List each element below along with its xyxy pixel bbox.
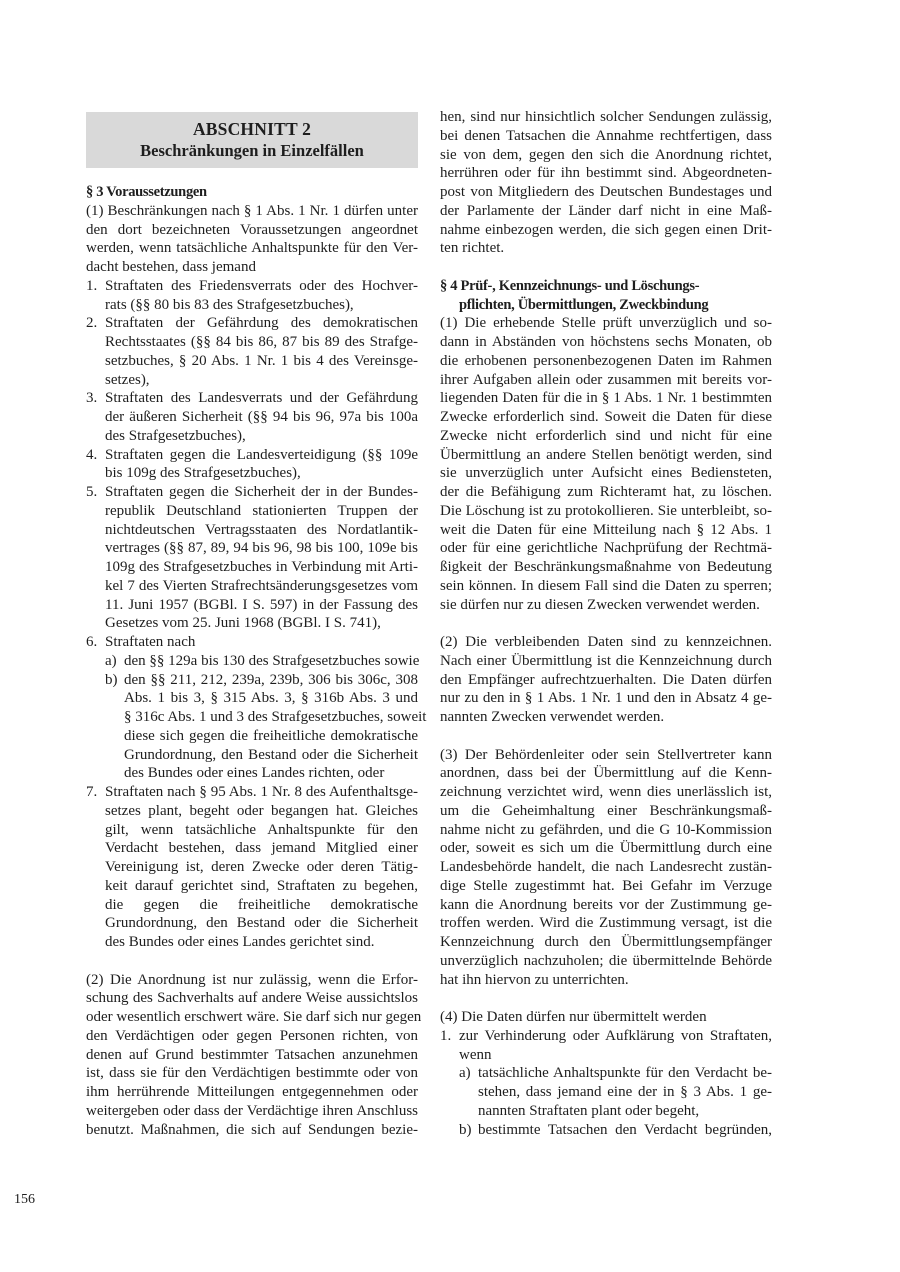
text-line: der die Befähigung zum Richteramt hat, zu löschen.: [440, 484, 772, 500]
text-line: setzes plant, begeht oder begangen hat. Gleiches: [105, 802, 418, 819]
text-line: anordnen, dass bei der Übermittlung auf die Kenn-: [440, 765, 772, 782]
text-line: rats (§§ 80 bis 83 des Strafgesetzbuches),: [105, 296, 354, 313]
text-line: (4) Die Daten dürfen nur übermittelt werden: [440, 1009, 707, 1025]
text-line: (2) Die verbleibenden Daten sind zu kennzeichnen.: [440, 634, 772, 650]
text-line: ten richtet.: [440, 240, 505, 257]
text-line: sie dürfen nur zu diesen Zwecken verwendet werden.: [440, 596, 760, 613]
text-line: oder, soweit es sich um die Übermittlung durch eine: [440, 840, 772, 857]
text-line: Kennzeichnung durch den Übermittlungsempfänger: [440, 934, 772, 950]
text-line: sie unverzüglich unter Aufsicht eines Bediensteten,: [440, 465, 772, 482]
section-number: ABSCHNITT 2: [192, 119, 312, 139]
text-line: den dort bezeichneten Voraussetzungen angeordnet: [86, 221, 418, 238]
text-line: dacht bestehen, dass jemand: [86, 259, 256, 275]
text-line: die erhobenen personenbezogenen Daten im Rahmen: [440, 352, 772, 369]
text-line: nahme einbezogen werden, die sich gegen einen Drit-: [440, 221, 772, 238]
text-line: werden, wenn tatsächliche Anhaltspunkte für den Ver-: [86, 240, 418, 257]
list-item: [86, 483, 418, 633]
paragraph: [440, 1008, 772, 1027]
list-label: b): [459, 1121, 472, 1138]
text-line: ihrer Aufgaben allein oder zusammen mit bereits vor-: [440, 371, 772, 388]
section-heading: [86, 112, 418, 168]
right-column: [440, 108, 772, 1139]
text-line: 109g des Strafgesetzbuches in Verbindung mit Arti-: [105, 559, 418, 575]
text-line: sie von dem, gegen den sich die Anordnung richtet,: [440, 146, 772, 163]
text-line: nichtdeutschen Vertragsstaaten des Nordatlantik-: [105, 521, 418, 538]
text-line: Straftaten gegen die Sicherheit der in der Bundes-: [105, 484, 418, 500]
list-label: a): [105, 652, 117, 669]
text-line: bei denen Tatsachen die Annahme rechtfertigen, dass: [440, 127, 772, 144]
list-item: [86, 277, 418, 315]
text-line: Landesbehörde handelt, die nach Landesrecht zustän-: [440, 859, 772, 875]
list-label: 3.: [86, 390, 98, 407]
text-line: Straftaten nach § 95 Abs. 1 Nr. 8 des Aufenthaltsge-: [105, 784, 418, 800]
text-line: oder wesentlich erschwert wäre. Sie darf sich nur gegen: [86, 1009, 422, 1025]
paragraph: [440, 633, 772, 727]
text-line: pflichten, Übermittlungen, Zweckbindung: [459, 296, 709, 313]
text-line: Straftaten nach: [105, 634, 196, 650]
text-line: Grundordnung, den Bestand oder die Sicherheit: [124, 746, 418, 763]
section-title: Beschränkungen in Einzelfällen: [140, 141, 364, 160]
text-line: sein können. In diesem Fall sind die Daten zu sperren;: [440, 577, 772, 594]
paragraph: [440, 746, 772, 990]
list-label: 4.: [86, 446, 98, 463]
text-line: Nach einer Übermittlung ist die Kennzeichnung durch: [440, 652, 772, 669]
list-item: [86, 314, 418, 389]
text-line: schung des Sachverhalts auf andere Weise aussichtslos: [86, 990, 418, 1007]
left-column: [86, 183, 427, 1139]
text-line: bestimmte Tatsachen den Verdacht begründen,: [478, 1121, 772, 1138]
text-line: ist, dass sie für den Verdächtigen bestimmte oder von: [86, 1065, 418, 1082]
text-line: hen, sind nur hinsichtlich solcher Sendungen zulässig,: [440, 109, 772, 125]
text-line: Verdacht bestehen, dass jemand Mitglied einer: [105, 840, 418, 857]
text-line: Gesetzes vom 25. Juni 1968 (BGBl. I S. 741),: [105, 615, 381, 632]
text-line: Straftaten des Landesverrats und der Gefährdung: [105, 390, 418, 407]
paragraph: [440, 314, 772, 614]
text-line: liegenden Daten für die in § 1 Abs. 1 Nr. 1 bestimmten: [440, 390, 772, 407]
text-line: diese sich gegen die freiheitliche demokratische: [124, 727, 418, 744]
paragraph: [86, 202, 418, 277]
text-line: den §§ 129a bis 130 des Strafgesetzbuches sowie: [124, 652, 420, 669]
text-line: 11. Juni 1957 (BGBl. I S. 597) in der Fassung des: [105, 596, 418, 613]
text-line: keit darauf gerichtet sind, Straftaten zu begehen,: [105, 877, 418, 894]
list-item: [86, 652, 418, 671]
text-line: nannten Zwecken verwendet werden.: [440, 709, 665, 725]
text-line: dann in Abständen von höchstens sechs Monaten, ob: [440, 334, 772, 350]
text-line: Straftaten gegen die Landesverteidigung (§§ 109e: [105, 446, 418, 463]
text-line: Straftaten des Friedensverrats oder des Hochver-: [105, 277, 418, 294]
text-line: (1) Beschränkungen nach § 1 Abs. 1 Nr. 1 dürfen unter: [86, 202, 418, 219]
text-line: Vereinigung ist, deren Zwecke oder deren Tätig-: [105, 859, 418, 875]
text-line: vertrages (§§ 87, 89, 94 bis 96, 98 bis 100, 109e bis: [105, 540, 418, 557]
text-line: Zwecke erforderlich sind. Soweit die Daten für diese: [440, 409, 772, 425]
text-line: der Parlamente der Länder darf nicht in eine Maß-: [440, 202, 772, 219]
text-line: post von Mitgliedern des Deutschen Bundestages und: [440, 184, 772, 200]
text-line: dige Stelle zugestimmt hat. Bei Gefahr im Verzuge: [440, 877, 772, 894]
text-line: nahme nicht zu gefährden, und die G 10-Kommission: [440, 821, 772, 838]
text-line: den §§ 211, 212, 239a, 239b, 306 bis 306c, 308: [124, 671, 418, 688]
text-line: benutzt. Maßnahmen, die sich auf Sendungen bezie-: [86, 1121, 418, 1138]
text-line: § 4 Prüf-, Kennzeichnungs- und Löschungs-: [440, 277, 700, 294]
section-title: [440, 277, 772, 315]
text-line: Rechtsstaates (§§ 84 bis 86, 87 bis 89 des Strafge-: [105, 334, 418, 350]
list-item: [86, 783, 418, 952]
text-line: kann die Anordnung bereits vor der Zustimmung ge-: [440, 896, 772, 913]
text-line: § 316c Abs. 1 und 3 des Strafgesetzbuches, soweit: [124, 709, 427, 725]
text-line: nannten Straftaten plant oder begeht,: [478, 1102, 700, 1119]
text-line: ihm herrührende Mitteilungen entgegennehmen oder: [86, 1084, 418, 1100]
text-line: (2) Die Anordnung ist nur zulässig, wenn die Erfor-: [86, 971, 418, 988]
page-number: 156: [14, 1192, 35, 1207]
text-line: wenn: [459, 1046, 492, 1063]
section-title: [86, 183, 418, 202]
text-line: Straftaten der Gefährdung des demokratischen: [105, 315, 418, 332]
text-line: um die Geheimhaltung einer Beschränkungsmaß-: [440, 802, 772, 819]
text-line: tatsächliche Anhaltspunkte für den Verdacht be-: [478, 1065, 772, 1082]
list-label: b): [105, 671, 118, 688]
text-line: gilt, wenn tatsächliche Anhaltspunkte für den: [105, 821, 418, 838]
text-line: ßigkeit der Beschränkungsmaßnahme von Bedeutung: [440, 559, 772, 575]
text-line: zur Verhinderung oder Aufklärung von Straftaten,: [459, 1027, 772, 1044]
text-line: den Verdächtigen oder gegen Personen richten, von: [86, 1027, 418, 1044]
text-line: setzbuches, § 20 Abs. 1 Nr. 1 bis 4 des Vereinsge-: [105, 352, 418, 369]
text-line: Übermittlung an andere Stellen benötigt werden, sind: [440, 446, 772, 463]
text-line: kel 7 des Vierten Strafrechtsänderungsgesetzes vom: [105, 577, 418, 594]
list-label: 7.: [86, 784, 98, 800]
text-line: des Strafgesetzbuches),: [105, 427, 246, 444]
text-line: die gegen die freiheitliche demokratische: [105, 896, 418, 913]
text-line: bis 109g des Strafgesetzbuches),: [105, 465, 301, 482]
list-item: [86, 389, 418, 445]
list-item: [440, 1121, 772, 1140]
list-label: 1.: [86, 277, 98, 294]
list-item: [440, 1027, 772, 1065]
text-line: oder für eine gerichtliche Nachprüfung der Rechtmä-: [440, 540, 772, 557]
text-line: zeichnung verzichtet wird, wenn dies unerlässlich ist,: [440, 784, 772, 800]
text-line: Zwecke nicht erforderlich sind und nicht für eine: [440, 427, 772, 444]
text-line: hat ihn hiervon zu unterrichten.: [440, 971, 629, 988]
text-line: der äußeren Sicherheit (§§ 94 bis 96, 97a bis 100a: [105, 409, 418, 425]
list-label: 6.: [86, 634, 98, 650]
text-line: republik Deutschland stationierten Truppen der: [105, 502, 418, 519]
paragraph: [86, 971, 422, 1140]
text-line: weit die Daten für eine Mitteilung nach § 12 Abs. 1: [440, 521, 772, 538]
text-line: unverzüglich nachzuholen; die übermittelnde Behörde: [440, 952, 772, 969]
text-line: troffen werden. Wird die Zustimmung versagt, ist die: [440, 915, 772, 932]
text-line: § 3 Voraussetzungen: [86, 184, 207, 200]
text-line: Abs. 1 bis 3, § 315 Abs. 3, § 316b Abs. 3 und: [124, 690, 418, 707]
list-label: 5.: [86, 484, 98, 500]
list-label: 2.: [86, 315, 98, 332]
list-label: a): [459, 1065, 471, 1082]
text-line: den Empfänger aufrechtzuerhalten. Die Daten dürfen: [440, 671, 772, 688]
text-line: des Bundes oder eines Landes richten, oder: [124, 765, 385, 782]
text-line: des Bundes oder eines Landes gerichtet sind.: [105, 934, 375, 950]
list-item: [440, 1064, 772, 1120]
text-line: nur zu den in § 1 Abs. 1 Nr. 1 und den in Absatz 4 ge-: [440, 690, 772, 707]
list-item: [86, 633, 418, 652]
list-item: [86, 671, 427, 784]
text-line: stehen, dass jemand eine der in § 3 Abs. 1 ge-: [478, 1084, 772, 1100]
text-line: (3) Der Behördenleiter oder sein Stellvertreter kann: [440, 746, 772, 763]
text-line: setzes),: [105, 371, 150, 388]
text-line: denen auf Grund bestimmter Tatsachen anzunehmen: [86, 1046, 418, 1063]
text-line: Die Löschung ist zu protokollieren. Sie unterbleibt, so-: [440, 502, 772, 519]
list-item: [86, 446, 418, 484]
text-line: (1) Die erhebende Stelle prüft unverzüglich und so-: [440, 315, 772, 332]
paragraph: [440, 108, 772, 258]
text-line: herrühren oder für ihn bestimmt sind. Abgeordneten-: [440, 165, 772, 182]
text-line: weitergeben oder dass der Verdächtige ihren Anschluss: [86, 1102, 418, 1119]
list-label: 1.: [440, 1027, 452, 1044]
text-line: Grundordnung, den Bestand oder die Sicherheit: [105, 915, 418, 932]
